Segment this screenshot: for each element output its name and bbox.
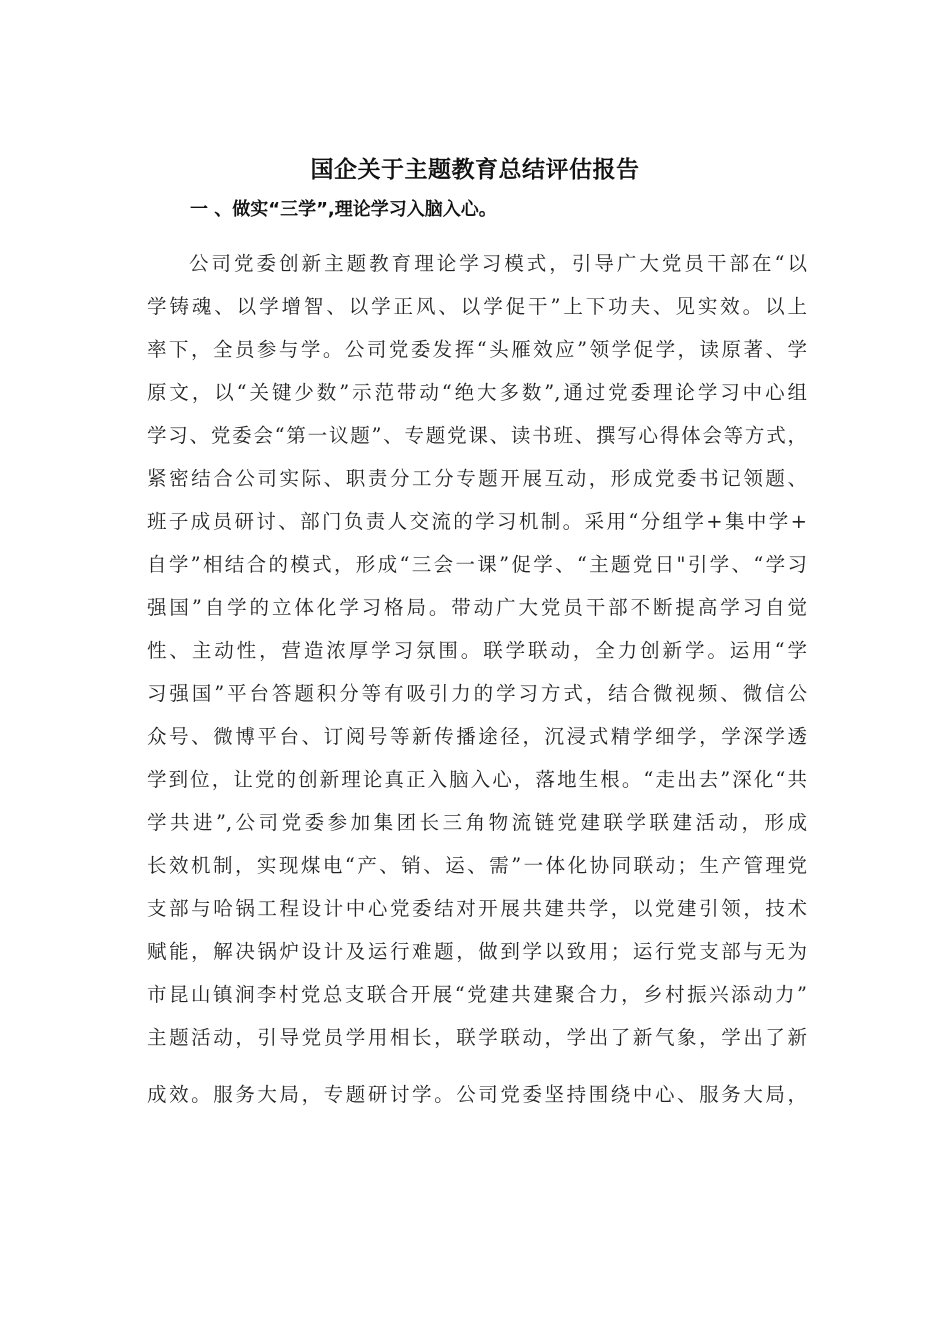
body-line: 班子成员研讨、部门负责人交流的学习机制。采用“分组学+集中学+ bbox=[147, 510, 807, 533]
body-line: 习强国”平台答题积分等有吸引力的学习方式，结合微视频、微信公 bbox=[147, 682, 807, 705]
section-heading: 一 、做实“三学”,理论学习入脑入心。 bbox=[190, 199, 497, 220]
body-line: 学共进”,公司党委参加集团长三角物流链党建联学联建活动，形成 bbox=[147, 811, 807, 834]
body-line: 强国”自学的立体化学习格局。带动广大党员干部不断提高学习自觉 bbox=[147, 596, 807, 619]
document-title: 国企关于主题教育总结评估报告 bbox=[310, 157, 640, 183]
body-line: 赋能，解决锅炉设计及运行难题，做到学以致用；运行党支部与无为 bbox=[147, 940, 807, 963]
body-line: 支部与哈锅工程设计中心党委结对开展共建共学，以党建引领，技术 bbox=[147, 897, 807, 920]
body-line: 公司党委创新主题教育理论学习模式，引导广大党员干部在“以 bbox=[189, 252, 807, 275]
body-line: 成效。服务大局，专题研讨学。公司党委坚持围绕中心、服务大局， bbox=[147, 1083, 807, 1106]
body-line: 原文，以“关键少数”示范带动“绝大多数”,通过党委理论学习中心组 bbox=[147, 381, 807, 404]
body-line: 众号、微博平台、订阅号等新传播途径，沉浸式精学细学，学深学透 bbox=[147, 725, 807, 748]
body-line: 学习、党委会“第一议题”、专题党课、读书班、撰写心得体会等方式， bbox=[147, 424, 807, 447]
body-line: 学铸魂、以学增智、以学正风、以学促干”上下功夫、见实效。以上 bbox=[147, 295, 807, 318]
body-line: 市昆山镇涧李村党总支联合开展“党建共建聚合力，乡村振兴添动力” bbox=[147, 983, 807, 1006]
body-line: 性、主动性，营造浓厚学习氛围。联学联动，全力创新学。运用“学 bbox=[147, 639, 807, 662]
body-line: 学到位，让党的创新理论真正入脑入心，落地生根。“走出去”深化“共 bbox=[147, 768, 807, 791]
body-line: 率下，全员参与学。公司党委发挥“头雁效应”领学促学，读原著、学 bbox=[147, 338, 807, 361]
body-line: 自学”相结合的模式，形成“三会一课”促学、“主题党日"引学、“学习 bbox=[147, 553, 807, 576]
body-line: 主题活动，引导党员学用相长，联学联动，学出了新气象，学出了新 bbox=[147, 1026, 807, 1049]
body-line: 紧密结合公司实际、职责分工分专题开展互动，形成党委书记领题、 bbox=[147, 467, 807, 490]
body-line: 长效机制，实现煤电“产、销、运、需”一体化协同联动；生产管理党 bbox=[147, 854, 807, 877]
